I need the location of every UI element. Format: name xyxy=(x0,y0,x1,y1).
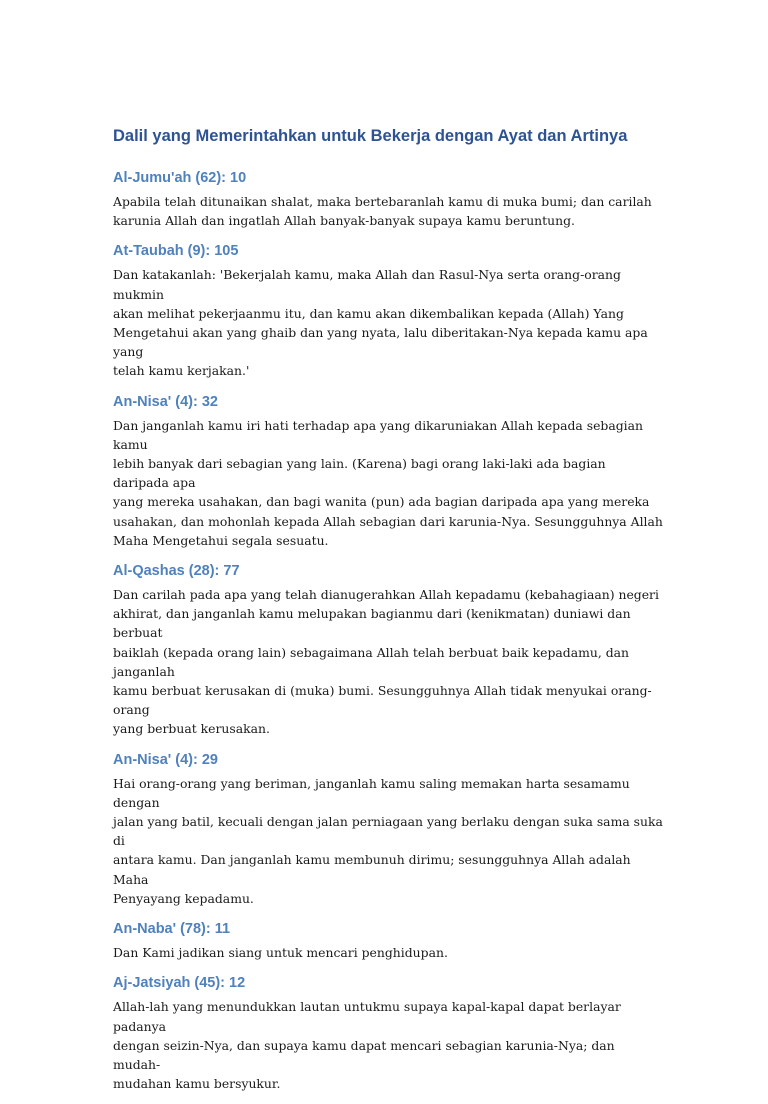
verse-section xyxy=(113,392,663,550)
verse-line: akhirat, dan janganlah kamu melupakan bagianmu dari (kenikmatan) duniawi dan berbuat xyxy=(113,606,631,641)
verse-heading: At-Taubah (9): 105 xyxy=(113,243,239,260)
verse-line: dengan seizin-Nya, dan supaya kamu dapat mencari sebagian karunia-Nya; dan mudah- xyxy=(113,1037,615,1072)
verse-line: yang mereka usahakan, dan bagi wanita (pun) ada bagian daripada apa yang mereka xyxy=(113,494,650,510)
verse-line: Apabila telah ditunaikan shalat, maka bertebaranlah kamu di muka bumi; dan carilah xyxy=(113,194,652,209)
verse-section xyxy=(113,561,663,739)
verse-line: Maha Mengetahui segala sesuatu. xyxy=(113,532,329,548)
verse-section xyxy=(113,168,663,230)
verse-heading: Aj-Jatsiyah (45): 12 xyxy=(113,975,246,992)
verse-line: antara kamu. Dan janganlah kamu membunuh dirimu; sesungguhnya Allah adalah Maha xyxy=(113,852,631,887)
verse-line: yang berbuat kerusakan. xyxy=(113,721,270,737)
verse-line: baiklah (kepada orang lain) sebagaimana Allah telah berbuat baik kepadamu, dan janganlah xyxy=(113,644,630,679)
verse-line: kamu berbuat kerusakan di (muka) bumi. Sesungguhnya Allah tidak menyukai orang-orang xyxy=(113,683,652,718)
verse-translation xyxy=(113,774,663,908)
verse-section xyxy=(113,973,663,1093)
verse-line: Dan katakanlah: 'Bekerjalah kamu, maka Allah dan Rasul-Nya serta orang-orang mukmin xyxy=(113,267,621,302)
verse-translation xyxy=(113,265,663,380)
verse-section xyxy=(113,750,663,908)
document-page xyxy=(113,122,663,1104)
verse-line: Dan janganlah kamu iri hati terhadap apa yang dikaruniakan Allah kepada sebagian kamu xyxy=(113,417,643,452)
verse-section xyxy=(113,919,663,962)
verse-line: jalan yang batil, kecuali dengan jalan perniagaan yang berlaku dengan suka sama suka di xyxy=(113,814,663,849)
sections-container xyxy=(113,168,663,1093)
verse-line: mudahan kamu bersyukur. xyxy=(113,1076,281,1092)
verse-heading: An-Naba' (78): 11 xyxy=(113,921,231,938)
verse-heading: Al-Qashas (28): 77 xyxy=(113,563,240,580)
verse-line: lebih banyak dari sebagian yang lain. (Karena) bagi orang laki-laki ada bagian daripada apa xyxy=(113,456,606,491)
verse-line: Allah-lah yang menundukkan lautan untukmu supaya kapal-kapal dapat berlayar padanya xyxy=(113,999,621,1034)
verse-line: usahakan, dan mohonlah kepada Allah sebagian dari karunia-Nya. Sesungguhnya Allah xyxy=(113,513,663,529)
verse-line: Mengetahui akan yang ghaib dan yang nyata, lalu diberitakan-Nya kepada kamu apa yang xyxy=(113,325,648,360)
verse-translation xyxy=(113,416,663,550)
verse-line: Dan carilah pada apa yang telah dianugerahkan Allah kepadamu (kebahagiaan) negeri xyxy=(113,587,659,603)
verse-heading: An-Nisa' (4): 29 xyxy=(113,751,218,768)
verse-heading: Al-Jumu'ah (62): 10 xyxy=(113,170,247,186)
verse-translation xyxy=(113,943,663,962)
verse-line: Dan Kami jadikan siang untuk mencari penghidupan. xyxy=(113,945,448,961)
verse-line: telah kamu kerjakan.' xyxy=(113,363,250,379)
verse-section xyxy=(113,241,663,380)
verse-line: karunia Allah dan ingatlah Allah banyak-banyak supaya kamu beruntung. xyxy=(113,213,575,229)
document-title: Dalil yang Memerintahkan untuk Bekerja dengan Ayat dan Artinya xyxy=(113,127,628,145)
verse-translation xyxy=(113,997,663,1093)
verse-heading: An-Nisa' (4): 32 xyxy=(113,393,218,410)
verse-line: Hai orang-orang yang beriman, janganlah kamu saling memakan harta sesamamu dengan xyxy=(113,775,630,810)
verse-translation xyxy=(113,585,663,739)
verse-line: akan melihat pekerjaanmu itu, dan kamu akan dikembalikan kepada (Allah) Yang xyxy=(113,305,624,321)
verse-translation xyxy=(113,192,663,230)
verse-line: Penyayang kepadamu. xyxy=(113,890,254,906)
